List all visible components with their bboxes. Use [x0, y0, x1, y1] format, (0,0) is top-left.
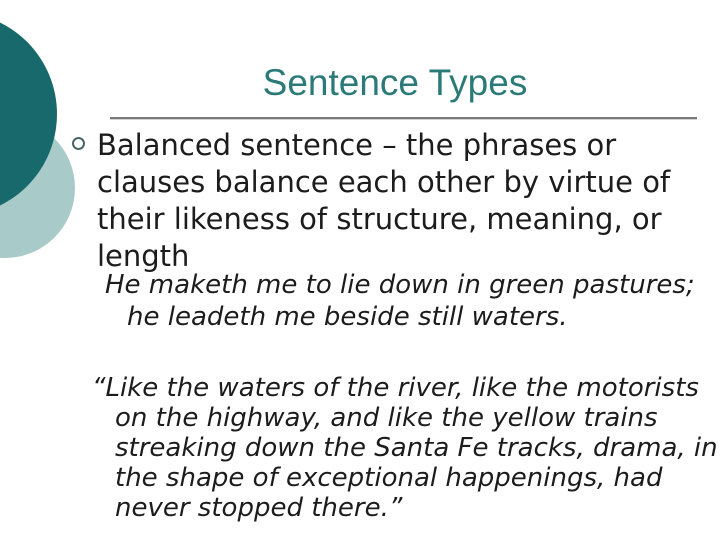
quote-line: never stopped there.” [115, 493, 403, 523]
quote-line: “Like the waters of the river, like the motorists [92, 373, 699, 403]
title-underline [110, 117, 697, 120]
bullet-circle-icon [72, 137, 85, 150]
quote-line: He maketh me to lie down in green pastures; [105, 270, 695, 300]
quote-line: the shape of exceptional happenings, had [115, 463, 663, 493]
bullet-line: clauses balance each other by virtue of [97, 165, 671, 199]
quote-line: on the highway, and like the yellow trains [115, 403, 658, 433]
bullet-line: Balanced sentence – the phrases or [97, 128, 617, 162]
slide-title: Sentence Types [262, 62, 528, 103]
quote-line: he leadeth me beside still waters. [127, 302, 568, 332]
quote-green-pastures [105, 269, 695, 333]
quote-line: streaking down the Santa Fe tracks, drama, in [115, 433, 718, 463]
bullet-line: length [97, 239, 190, 273]
bullet-line: their likeness of structure, meaning, or [97, 202, 662, 236]
bullet-paragraph [97, 127, 670, 275]
quote-santa-fe [92, 373, 718, 523]
